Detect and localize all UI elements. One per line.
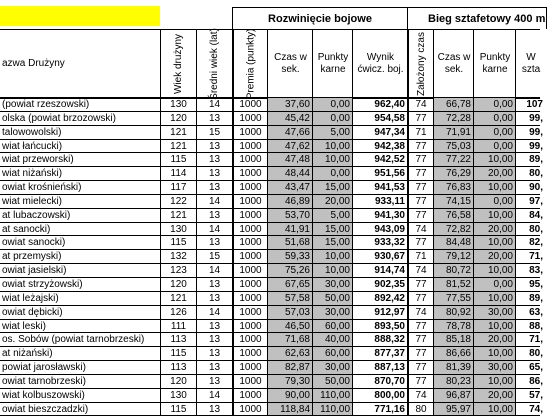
cell-set[interactable]: 74 [407,223,433,236]
cell-pen1[interactable]: 60,00 [312,347,352,360]
cell-res2[interactable]: 99, [515,140,545,153]
cell-res1[interactable]: 877,37 [352,347,407,360]
header-set-time: Założony czas [407,30,435,97]
cell-avg[interactable]: 13 [196,403,232,416]
cell-pen1[interactable]: 50,00 [312,375,352,388]
cell-pen1[interactable]: 10,00 [312,140,352,153]
cell-pen2[interactable]: 10,00 [473,181,515,194]
table-row[interactable] [0,347,543,361]
cell-time1[interactable]: 90,00 [267,389,312,402]
table-row[interactable] [0,126,543,140]
cell-age[interactable]: 120 [160,375,196,388]
cell-pen2[interactable]: 10,00 [473,209,515,222]
cell-pen2[interactable]: 0,00 [473,98,515,111]
cell-avg[interactable]: 13 [196,236,232,249]
cell-bonus[interactable]: 1000 [232,389,267,402]
cell-name[interactable]: wiat łańcucki) [2,140,63,152]
cell-bonus[interactable]: 1000 [232,320,267,333]
cell-pen2[interactable]: 10,00 [473,375,515,388]
table-row[interactable] [0,209,543,223]
cell-age[interactable]: 130 [160,98,196,111]
cell-age[interactable]: 126 [160,306,196,319]
cell-name[interactable]: (powiat rzeszowski) [2,99,90,110]
cell-name[interactable]: at lubaczowski) [2,209,71,221]
cell-time1[interactable]: 47,66 [267,126,312,139]
cell-age[interactable]: 121 [160,126,196,139]
cell-pen2[interactable]: 10,00 [473,347,515,360]
cell-pen2[interactable]: 30,00 [473,306,515,319]
cell-pen2[interactable]: 20,00 [473,389,515,402]
cell-pen2[interactable]: 10,00 [473,264,515,277]
header-row [160,29,540,99]
cell-pen1[interactable]: 30,00 [312,361,352,374]
table-row[interactable] [0,195,543,209]
cell-set[interactable]: 77 [407,333,433,346]
cell-set[interactable]: 77 [407,278,433,291]
cell-res2[interactable]: 80, [515,167,545,180]
cell-bonus[interactable]: 1000 [232,250,267,263]
cell-name[interactable]: wiat niżański) [2,168,63,180]
cell-time1[interactable]: 43,47 [267,181,312,194]
cell-res1[interactable]: 962,40 [352,98,407,111]
cell-name[interactable]: at przemyski) [2,251,62,263]
header-result2: W szta [515,30,546,97]
cell-pen1[interactable]: 50,00 [312,292,352,305]
cell-time2[interactable]: 81,52 [433,278,473,291]
cell-res2[interactable]: 80, [515,223,545,236]
cell-pen1[interactable]: 40,00 [312,333,352,346]
cell-res2[interactable]: 71, [515,250,545,263]
cell-res2[interactable]: 89, [515,153,545,166]
cell-time2[interactable]: 77,22 [433,153,473,166]
cell-res2[interactable]: 97, [515,195,545,208]
cell-age[interactable]: 111 [160,320,196,333]
cell-time1[interactable]: 46,89 [267,195,312,208]
cell-name[interactable]: owiat sanocki) [2,237,66,249]
cell-bonus[interactable]: 1000 [232,195,267,208]
cell-set[interactable]: 77 [407,181,433,194]
cell-res1[interactable]: 942,52 [352,153,407,166]
cell-avg[interactable]: 13 [196,140,232,153]
cell-avg[interactable]: 14 [196,223,232,236]
header-time1: Czas w sek. [267,30,313,97]
cell-pen2[interactable]: 20,00 [473,333,515,346]
table-row[interactable] [0,181,543,195]
cell-res1[interactable]: 902,35 [352,278,407,291]
cell-age[interactable]: 113 [160,361,196,374]
cell-pen1[interactable]: 20,00 [312,195,352,208]
cell-bonus[interactable]: 1000 [232,209,267,222]
cell-age[interactable]: 121 [160,292,196,305]
cell-age[interactable]: 113 [160,333,196,346]
cell-set[interactable]: 77 [407,209,433,222]
cell-time1[interactable]: 37,60 [267,98,312,111]
cell-pen1[interactable]: 60,00 [312,320,352,333]
cell-age[interactable]: 123 [160,264,196,277]
cell-name[interactable]: talowowolski) [2,126,62,138]
cell-avg[interactable]: 14 [196,98,232,111]
cell-name[interactable]: owiat krośnieński) [2,182,82,194]
cell-time1[interactable]: 57,03 [267,306,312,319]
cell-time2[interactable]: 72,28 [433,112,473,125]
cell-name[interactable]: at niżański) [2,348,53,360]
table-row[interactable] [0,278,543,292]
cell-set[interactable]: 77 [407,236,433,249]
cell-res2[interactable]: 95, [515,278,545,291]
cell-set[interactable]: 77 [407,361,433,374]
cell-res2[interactable]: 57, [515,389,545,402]
cell-res2[interactable]: 99, [515,126,545,139]
cell-bonus[interactable]: 1000 [232,278,267,291]
header-team-age: Wiek drużyny [160,30,197,97]
cell-set[interactable]: 77 [407,347,433,360]
cell-set[interactable]: 71 [407,126,433,139]
cell-age[interactable]: 130 [160,389,196,402]
cell-time1[interactable]: 79,30 [267,375,312,388]
cell-time1[interactable]: 118,84 [267,403,312,416]
cell-name[interactable]: wiat leski) [2,320,46,332]
cell-avg[interactable]: 13 [196,209,232,222]
header-penalty1: Punkty karne [312,30,353,97]
cell-res1[interactable]: 887,13 [352,361,407,374]
cell-avg[interactable]: 13 [196,181,232,194]
cell-pen1[interactable]: 110,00 [312,389,352,402]
cell-res2[interactable]: 88, [515,320,545,333]
cell-age[interactable]: 121 [160,209,196,222]
cell-res1[interactable]: 954,58 [352,112,407,125]
group-header-relay: Bieg sztafetowy 400 m [407,7,547,29]
header-penalty2: Punkty karne [473,30,516,97]
header-result1: Wynik ćwicz. boj. [352,30,408,97]
data-rows [0,98,543,416]
cell-pen1[interactable]: 15,00 [312,236,352,249]
cell-name[interactable]: powiat jarosławski) [2,362,86,374]
cell-bonus[interactable]: 1000 [232,126,267,139]
cell-bonus[interactable]: 1000 [232,292,267,305]
cell-res1[interactable]: 941,30 [352,209,407,222]
cell-res1[interactable]: 941,53 [352,181,407,194]
cell-avg[interactable]: 13 [196,347,232,360]
table-row[interactable] [0,333,543,347]
table-row[interactable] [0,292,543,306]
cell-res2[interactable]: 74, [515,403,545,416]
cell-pen2[interactable]: 10,00 [473,292,515,305]
cell-time1[interactable]: 57,58 [267,292,312,305]
cell-pen1[interactable]: 10,00 [312,264,352,277]
cell-time2[interactable]: 95,97 [433,403,473,416]
cell-set[interactable]: 71 [407,250,433,263]
cell-bonus[interactable]: 1000 [232,140,267,153]
cell-pen1[interactable]: 5,00 [312,209,352,222]
cell-pen1[interactable]: 0,00 [312,98,352,111]
cell-set[interactable]: 77 [407,320,433,333]
cell-age[interactable]: 121 [160,140,196,153]
cell-res1[interactable]: 933,11 [352,195,407,208]
table-row[interactable] [0,375,543,389]
cell-res1[interactable]: 943,09 [352,223,407,236]
cell-res2[interactable]: 63, [515,306,545,319]
cell-pen1[interactable]: 30,00 [312,306,352,319]
cell-name[interactable]: owiat jasielski) [2,265,67,277]
cell-set[interactable]: 77 [407,153,433,166]
cell-time2[interactable]: 71,91 [433,126,473,139]
cell-res1[interactable]: 951,56 [352,167,407,180]
cell-set[interactable]: 74 [407,98,433,111]
cell-res1[interactable]: 870,70 [352,375,407,388]
cell-avg[interactable]: 13 [196,375,232,388]
cell-res1[interactable]: 800,00 [352,389,407,402]
cell-set[interactable]: 77 [407,140,433,153]
cell-pen1[interactable]: 0,00 [312,167,352,180]
cell-time1[interactable]: 67,65 [267,278,312,291]
cell-res2[interactable]: 82, [515,236,545,249]
cell-set[interactable]: 74 [407,389,433,402]
cell-age[interactable]: 115 [160,153,196,166]
cell-pen1[interactable]: 15,00 [312,181,352,194]
cell-pen2[interactable]: 0,00 [473,126,515,139]
cell-pen2[interactable]: 0,00 [473,112,515,125]
cell-res2[interactable]: 80, [515,347,545,360]
cell-bonus[interactable]: 1000 [232,403,267,416]
header-time2: Czas w sek. [433,30,474,97]
cell-time2[interactable]: 76,83 [433,181,473,194]
cell-res1[interactable]: 912,97 [352,306,407,319]
cell-bonus[interactable]: 1000 [232,112,267,125]
cell-name[interactable]: olska (powiat brzozowski) [2,112,116,124]
cell-set[interactable]: 77 [407,195,433,208]
cell-bonus[interactable]: 1000 [232,347,267,360]
header-avg-age: Średni wiek (lat) [196,30,233,97]
table-row[interactable] [0,98,543,112]
table-row[interactable] [0,403,543,416]
cell-res1[interactable]: 888,32 [352,333,407,346]
table-row[interactable] [0,389,543,403]
cell-time1[interactable]: 75,26 [267,264,312,277]
group-header-combat: Rozwinięcie bojowe [232,7,408,30]
cell-time2[interactable]: 77,55 [433,292,473,305]
table-row[interactable] [0,112,543,126]
cell-name[interactable]: owiat bieszczadzki) [2,403,89,415]
cell-avg[interactable]: 13 [196,320,232,333]
cell-res1[interactable]: 893,50 [352,320,407,333]
cell-res2[interactable]: 86, [515,375,545,388]
cell-bonus[interactable]: 1000 [232,264,267,277]
cell-res1[interactable]: 933,32 [352,236,407,249]
cell-time2[interactable]: 80,72 [433,264,473,277]
cell-set[interactable]: 77 [407,112,433,125]
cell-avg[interactable]: 15 [196,126,232,139]
cell-res2[interactable]: 89, [515,292,545,305]
cell-name[interactable]: owiat dębicki) [2,306,63,318]
cell-pen2[interactable]: 0,00 [473,195,515,208]
table-row[interactable] [0,361,543,375]
cell-avg[interactable]: 14 [196,195,232,208]
cell-time2[interactable]: 84,48 [433,236,473,249]
cell-avg[interactable]: 13 [196,292,232,305]
cell-res2[interactable]: 99, [515,112,545,125]
cell-res2[interactable]: 84, [515,209,545,222]
cell-time1[interactable]: 82,87 [267,361,312,374]
cell-bonus[interactable]: 1000 [232,361,267,374]
cell-pen2[interactable]: 20,00 [473,250,515,263]
cell-time1[interactable]: 71,68 [267,333,312,346]
cell-bonus[interactable]: 1000 [232,333,267,346]
cell-res1[interactable]: 947,34 [352,126,407,139]
cell-age[interactable]: 117 [160,181,196,194]
cell-time2[interactable]: 76,58 [433,209,473,222]
cell-pen2[interactable]: 10,00 [473,320,515,333]
table-row[interactable] [0,140,543,154]
cell-pen2[interactable]: 10,00 [473,153,515,166]
cell-time2[interactable]: 80,92 [433,306,473,319]
cell-res1[interactable]: 914,74 [352,264,407,277]
cell-name[interactable]: wiat kolbuszowski) [2,389,85,401]
highlighted-title-cell[interactable] [0,6,160,26]
cell-name[interactable]: at sanocki) [2,223,51,235]
cell-pen2[interactable]: 20,00 [473,223,515,236]
cell-time1[interactable]: 46,50 [267,320,312,333]
cell-pen2[interactable]: 20,00 [473,167,515,180]
cell-age[interactable]: 115 [160,347,196,360]
cell-time1[interactable]: 45,42 [267,112,312,125]
cell-set[interactable]: 74 [407,264,433,277]
cell-avg[interactable]: 13 [196,361,232,374]
cell-bonus[interactable]: 1000 [232,167,267,180]
cell-time1[interactable]: 51,68 [267,236,312,249]
cell-avg[interactable]: 13 [196,153,232,166]
cell-name[interactable]: owiat tarnobrzeski) [2,375,86,387]
cell-age[interactable]: 115 [160,236,196,249]
cell-time2[interactable]: 80,23 [433,375,473,388]
cell-name[interactable]: wiat leżajski) [2,292,59,304]
cell-name[interactable]: owiat strzyżowski) [2,278,83,290]
cell-time2[interactable]: 79,12 [433,250,473,263]
cell-time1[interactable]: 59,33 [267,250,312,263]
cell-set[interactable]: 77 [407,167,433,180]
cell-time1[interactable]: 62,63 [267,347,312,360]
cell-time1[interactable]: 41,91 [267,223,312,236]
cell-pen1[interactable]: 0,00 [312,112,352,125]
cell-bonus[interactable]: 1000 [232,153,267,166]
cell-age[interactable]: 120 [160,112,196,125]
cell-pen1[interactable]: 10,00 [312,153,352,166]
cell-res2[interactable]: 107 [515,98,545,111]
cell-name[interactable]: os. Sobów (powiat tarnobrzeski) [2,334,145,346]
cell-time2[interactable]: 74,15 [433,195,473,208]
cell-pen1[interactable]: 30,00 [312,278,352,291]
cell-avg[interactable]: 14 [196,389,232,402]
cell-name[interactable]: wiat przeworski) [2,154,74,166]
table-row[interactable] [0,264,543,278]
cell-time2[interactable]: 76,29 [433,167,473,180]
cell-time2[interactable]: 72,82 [433,223,473,236]
cell-set[interactable]: 80 [407,403,433,416]
cell-pen2[interactable]: 0,00 [473,278,515,291]
cell-set[interactable]: 77 [407,375,433,388]
cell-pen1[interactable]: 15,00 [312,223,352,236]
table-row[interactable] [0,223,543,237]
cell-bonus[interactable]: 1000 [232,181,267,194]
cell-time1[interactable]: 48,44 [267,167,312,180]
table-row[interactable] [0,167,543,181]
cell-pen2[interactable]: 10,00 [473,236,515,249]
cell-res1[interactable]: 771,16 [352,403,407,416]
cell-res1[interactable]: 930,67 [352,250,407,263]
cell-bonus[interactable]: 1000 [232,223,267,236]
cell-bonus[interactable]: 1000 [232,375,267,388]
cell-age[interactable]: 115 [160,403,196,416]
cell-avg[interactable]: 13 [196,112,232,125]
cell-bonus[interactable]: 1000 [232,98,267,111]
cell-res2[interactable]: 83, [515,264,545,277]
cell-age[interactable]: 114 [160,167,196,180]
cell-name[interactable]: wiat mielecki) [2,195,63,207]
cell-time1[interactable]: 47,48 [267,153,312,166]
cell-pen1[interactable]: 10,00 [312,250,352,263]
cell-time2[interactable]: 96,87 [433,389,473,402]
table-row[interactable] [0,153,543,167]
cell-set[interactable]: 77 [407,292,433,305]
cell-avg[interactable]: 14 [196,306,232,319]
table-row[interactable] [0,236,543,250]
cell-time2[interactable]: 66,78 [433,98,473,111]
table-row[interactable] [0,250,543,264]
cell-time1[interactable]: 53,70 [267,209,312,222]
cell-age[interactable]: 120 [160,278,196,291]
cell-avg[interactable]: 13 [196,333,232,346]
cell-age[interactable]: 122 [160,195,196,208]
cell-pen1[interactable]: 110,00 [312,403,352,416]
header-team-name: azwa Drużyny [0,29,162,99]
cell-time2[interactable]: 86,66 [433,347,473,360]
cell-pen2[interactable]: 10,00 [473,403,515,416]
cell-age[interactable]: 130 [160,223,196,236]
table-row[interactable] [0,306,543,320]
cell-avg[interactable]: 13 [196,278,232,291]
cell-bonus[interactable]: 1000 [232,306,267,319]
cell-res1[interactable]: 942,38 [352,140,407,153]
cell-time2[interactable]: 75,03 [433,140,473,153]
cell-res2[interactable]: 65, [515,361,545,374]
cell-bonus[interactable]: 1000 [232,236,267,249]
cell-time2[interactable]: 85,18 [433,333,473,346]
cell-avg[interactable]: 14 [196,264,232,277]
cell-avg[interactable]: 13 [196,167,232,180]
cell-set[interactable]: 74 [407,306,433,319]
cell-time2[interactable]: 78,78 [433,320,473,333]
cell-age[interactable]: 132 [160,250,196,263]
cell-res2[interactable]: 71, [515,333,545,346]
cell-res1[interactable]: 892,42 [352,292,407,305]
cell-avg[interactable]: 15 [196,250,232,263]
cell-time1[interactable]: 47,62 [267,140,312,153]
table-row[interactable] [0,320,543,334]
cell-res2[interactable]: 90, [515,181,545,194]
header-bonus: Premia (punkty) [232,30,269,97]
cell-pen1[interactable]: 5,00 [312,126,352,139]
cell-pen2[interactable]: 0,00 [473,140,515,153]
cell-pen2[interactable]: 30,00 [473,361,515,374]
cell-time2[interactable]: 81,39 [433,361,473,374]
